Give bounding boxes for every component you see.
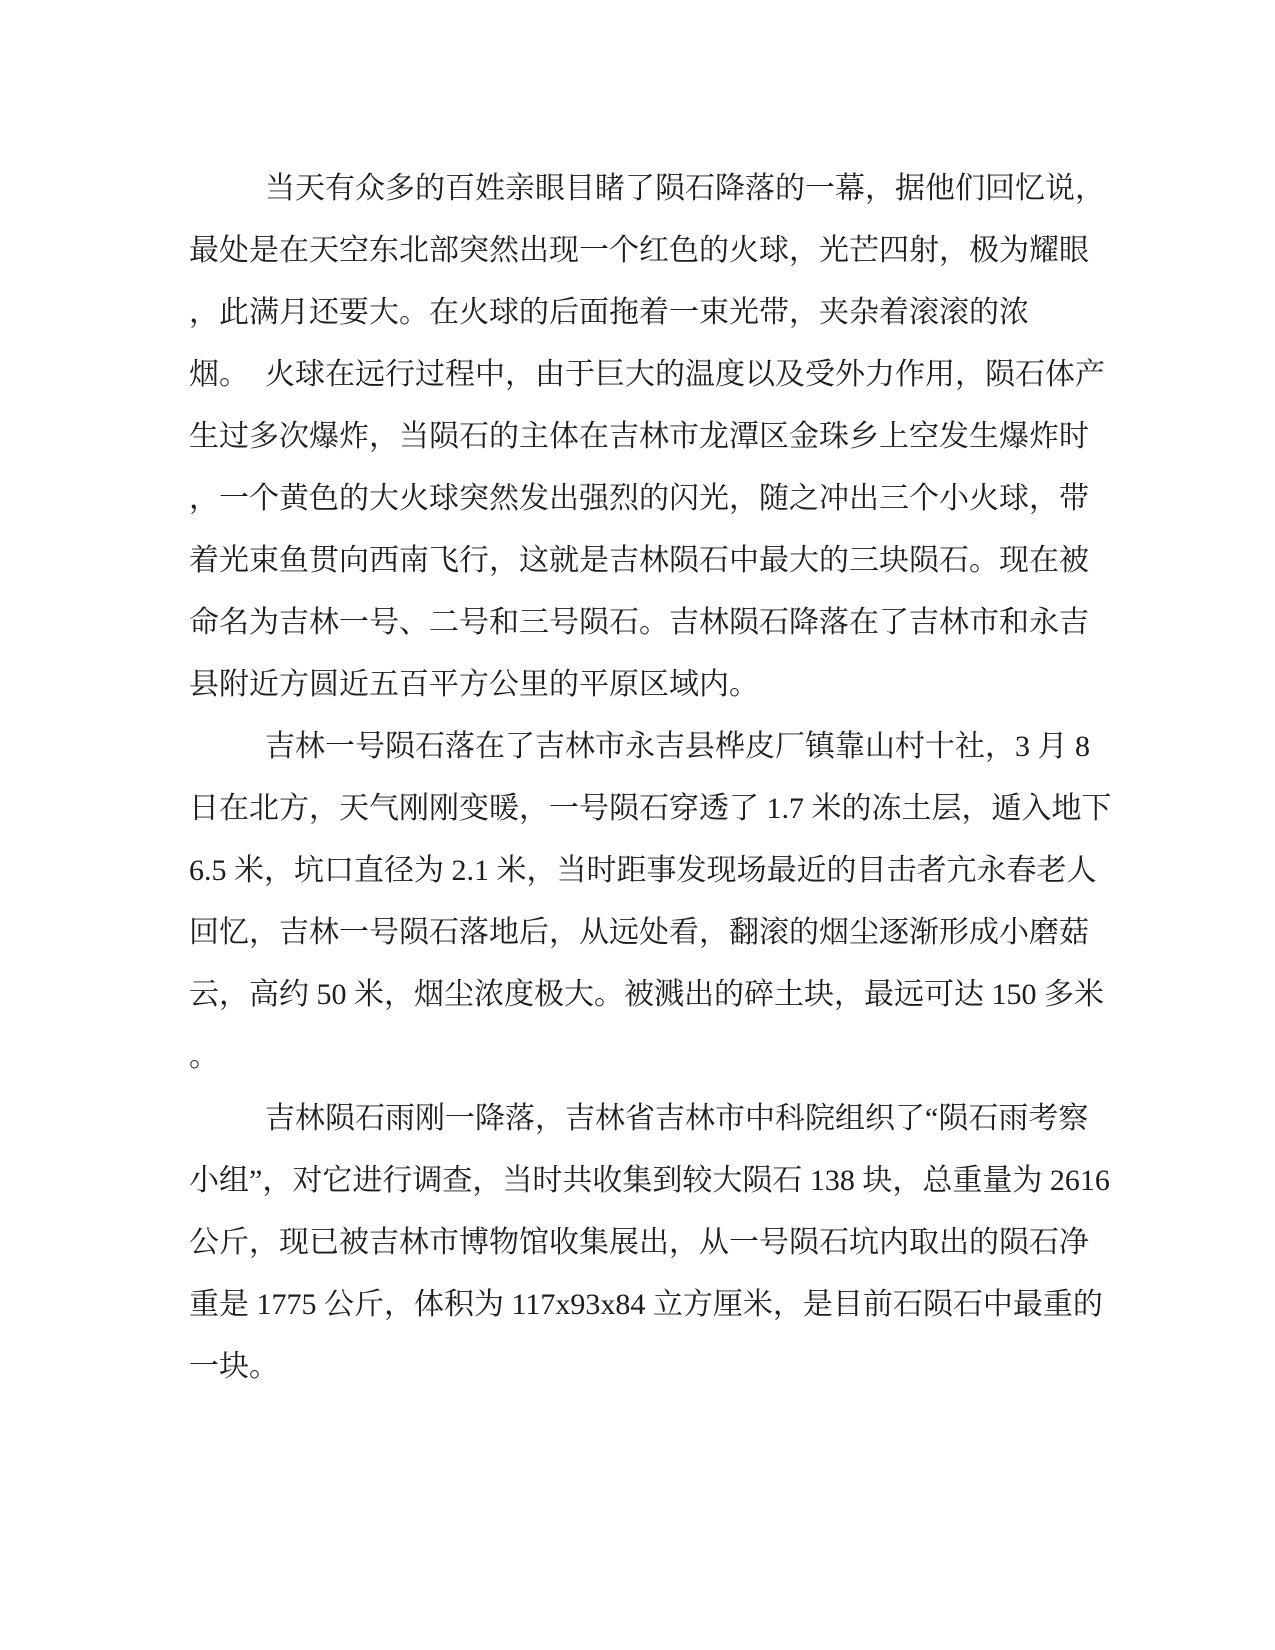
paragraph-2-line-1: 火球在远行过程中，由于巨大的温度以及受外力作用，陨石体产 [265,358,1105,391]
paragraph-2-line-4: 着光束鱼贯向西南飞行，这就是吉林陨石中最大的三块陨石。现在被 [189,544,1089,577]
paragraph-3-line-5: 云，高约 50 米，烟尘浓度极大。被溅出的碎土块，最远可达 150 多米 [189,978,1104,1011]
paragraph-2-line-6: 县附近方圆近五百平方公里的平原区域内。 [189,668,759,701]
paragraph-3-line-2: 日在北方，天气刚刚变暖，一号陨石穿透了 1.7 米的冻土层，遁入地下 [189,792,1112,825]
paragraph-3-line-6: 。 [189,1040,219,1073]
paragraph-3-line-3: 6.5 米，坑口直径为 2.1 米，当时距事发现场最近的目击者亢永春老人 [189,854,1097,887]
paragraph-2-line-2: 生过多次爆炸，当陨石的主体在吉林市龙潭区金珠乡上空发生爆炸时 [189,420,1089,453]
paragraph-4-line-4: 重是 1775 公斤，体积为 117x93x84 立方厘米，是目前石陨石中最重的 [189,1288,1103,1321]
paragraph-2-line-5: 命名为吉林一号、二号和三号陨石。吉林陨石降落在了吉林市和永吉 [189,606,1089,639]
paragraph-1-line-1: 当天有众多的百姓亲眼目睹了陨石降落的一幕，据他们回忆说， [265,172,1105,205]
paragraph-4-line-1: 吉林陨石雨刚一降落，吉林省吉林市中科院组织了“陨石雨考察 [265,1102,1089,1135]
paragraph-4-line-5: 一块。 [189,1350,279,1383]
paragraph-4-line-2: 小组”，对它进行调查，当时共收集到较大陨石 138 块，总重量为 2616 [189,1164,1110,1197]
paragraph-1-line-2: 最处是在天空东北部突然出现一个红色的火球，光芒四射，极为耀眼 [189,234,1089,267]
paragraph-3-line-1: 吉林一号陨石落在了吉林市永吉县桦皮厂镇靠山村十社，3 月 8 [265,730,1090,763]
paragraph-4-line-3: 公斤，现已被吉林市博物馆收集展出，从一号陨石坑内取出的陨石净 [189,1226,1089,1259]
paragraph-1-line-3: ，此满月还要大。在火球的后面拖着一束光带，夹杂着滚滚的浓烟。 [189,296,1029,391]
document-page [189,158,1112,1398]
paragraph-2-line-3: ，一个黄色的大火球突然发出强烈的闪光，随之冲出三个小火球，带 [189,482,1089,515]
paragraph-3-line-4: 回忆，吉林一号陨石落地后，从远处看，翻滚的烟尘逐渐形成小磨菇 [189,916,1089,949]
